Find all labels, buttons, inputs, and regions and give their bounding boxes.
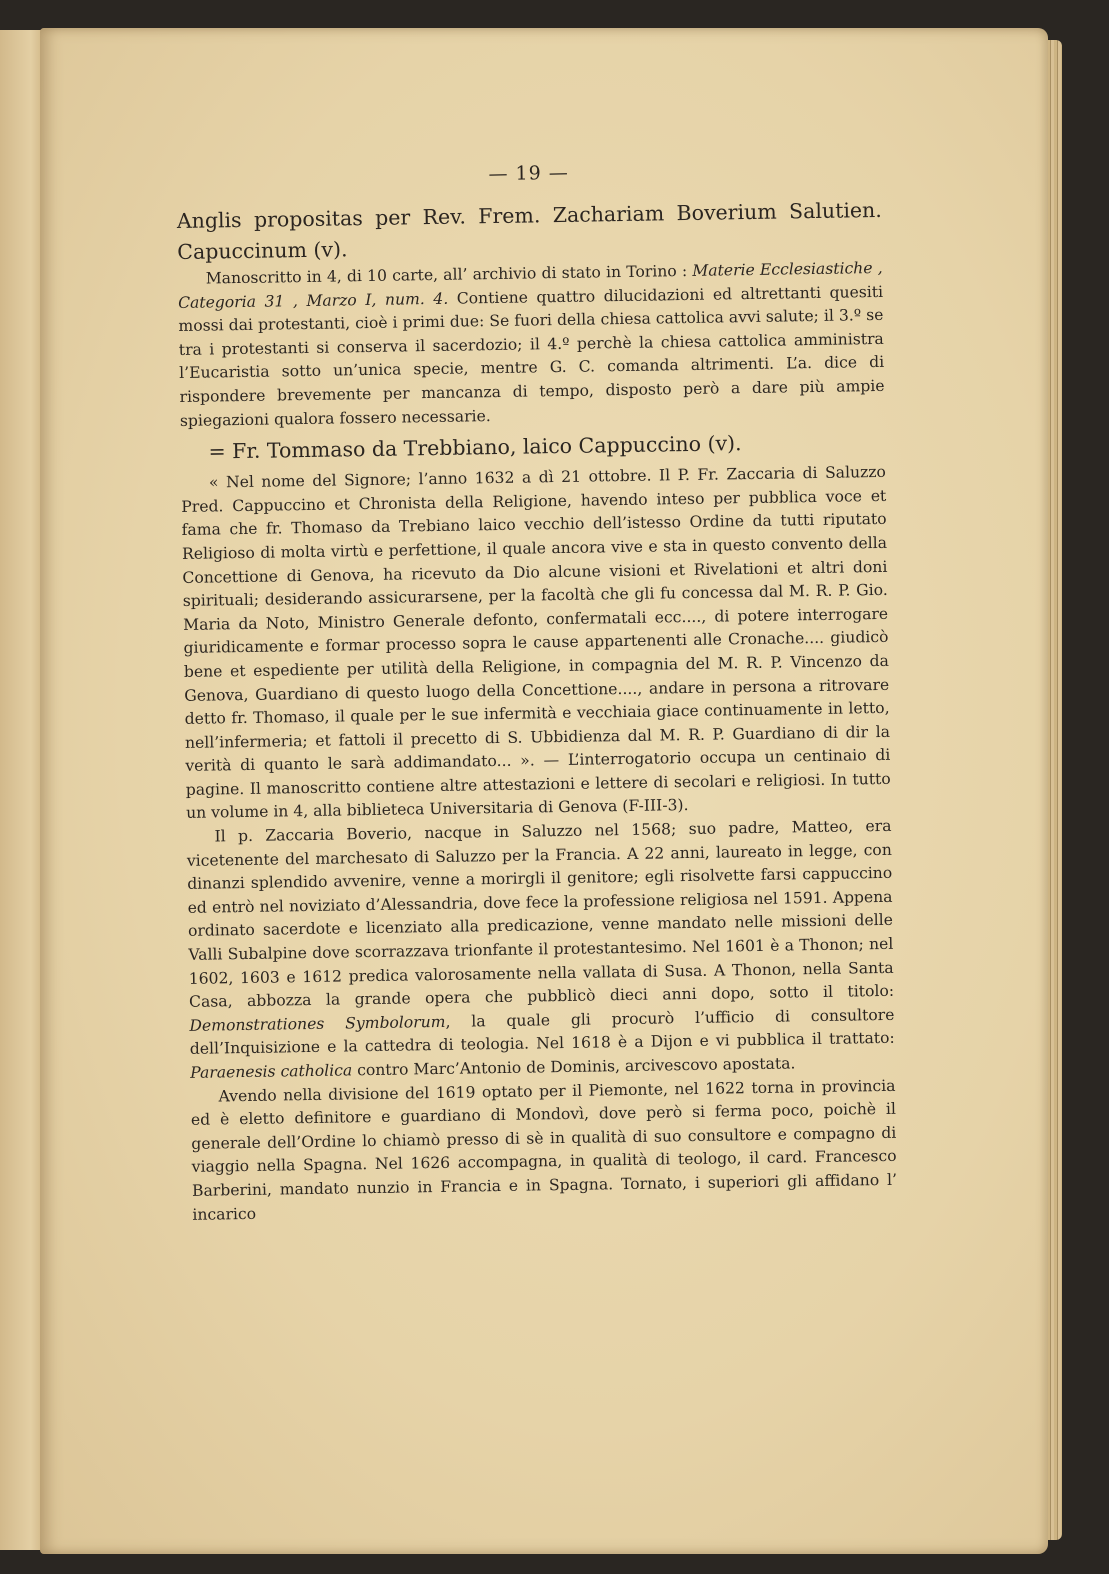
paragraph-biography-2: Avendo nella divisione del 1619 optato per il Piemonte, nel 1622 torna in provincia ed è eletto definitore e guardiano di Mondovì, dove però si ferma poco, poichè il generale dell’Ordine lo chiamò presso di sè in qualità di suo consultore e compagno di viaggio nella Spagna. Nel 1626 accompagna, in qualità di teologo, il card. Francesco Barberini, mandato nunzio in Francia e in Spagna. Tornato, i superiori gli affidano l’ incarico — [190, 1076, 898, 1224]
para3-text-a: Il p. Zaccaria Boverio, nacque in Saluzzo nel 1568; suo padre, Matteo, era vicetenente del marchesato di Saluzzo per la Francia. A 22 anni, laureato in legge, con dinanzi splendido avvenire, venne a morirgli il genitore; egli risolvette farsi cappuccino ed entrò nel noviziato d’Alessandria, dove fece la professione religiosa nel 1591. Appena ordinato sacerdote e licenziato alla predicazione, venne mandato nelle missioni delle Valli Subalpine dove scorrazzava trionfante il protestantesimo. Nel 1601 è a Thonon; nel 1602, 1603 e 1612 predica valorosamente nella vallata di Susa. A Thonon, nella Santa Casa, abbozza la grande opera che pubblicò dieci anni dopo, sotto il titolo: — [186, 816, 895, 1012]
para3-italic-2: Paraenesis catholica — [190, 1061, 353, 1082]
paragraph-biography-1 — [186, 815, 895, 1086]
para3-text-b: , la quale gli procurò l’ufficio di consultore dell’Inquisizione e la cattedra di teologia. Nel 1618 è a Dijon e vi pubblica il trattato: — [189, 1005, 895, 1059]
entry-heading-tommaso: = Fr. Tommaso da Trebbiano, laico Cappuccino (v). — [208, 431, 742, 464]
para1-text-a: Manoscritto in 4, di 10 carte, all’ archivio di stato in Torino : — [205, 261, 693, 288]
paragraph-manuscript-1 — [178, 257, 886, 433]
book-page — [40, 28, 1048, 1554]
para3-italic-1: Demonstrationes Symbolorum — [189, 1012, 446, 1035]
para3-text-c: contro Marc’Antonio de Dominis, arcivescovo apostata. — [352, 1054, 796, 1080]
para1-italic-1: Materie Ecclesiastiche , Categoria 31 , Marzo I, num. 4. — [177, 258, 883, 312]
page-number: — 19 — — [488, 161, 569, 186]
paragraph-quotation: « Nel nome del Signore; l’anno 1632 a dì 21 ottobre. Il P. Fr. Zaccaria di Saluzzo Pred. Cappuccino et Chronista della Religione, havendo inteso per pubblica voce et fama che fr. Thomaso da Trebiano laico vecchio dell’istesso Ordine da tutti riputato Religioso di molta virtù e perfettione, il quale ancora vive e sta in questo convento della Concettione di Genova, ha ricevuto da Dio alcune visioni et Rivelationi et altri doni spirituali; desiderando assicurarsene, per la facoltà che gli fu concessa dal M. R. P. Gio. Maria da Noto, Ministro Generale defonto, confermatali ecc...., di potere interrogare giuridicamente e formar processo sopra le cause appartenenti alle Cronache.... giudicò bene et espediente per utilità della Religione, in compagnia del M. R. P. Vincenzo da Genova, Guardiano di questo luogo della Concettione...., andare in persona a ritrovare detto fr. Thomaso, il quale per le sue infermità e vecchiaia giace continuamente in letto, nell’infermeria; et fattoli il precetto di S. Ubbidienza dal M. R. P. Guardiano di dir la verità di quanto le sarà addimandato... ». — L’interrogatorio occupa un centinaio di pagine. Il manoscritto contiene altre attestazioni e lettere di secolari e religiosi. In tutto un volume in 4, alla biblieteca Universitaria di Genova (F-III-3). — [181, 463, 891, 823]
page-content — [176, 157, 898, 1227]
intro-line: Anglis propositas per Rev. Frem. Zachariam Boverium Salutien. Capuccinum (v). — [176, 197, 882, 264]
para1-text-b: Contiene quattro dilucidazioni ed altrettanti quesiti mossi dai protestanti, cioè i primi due: Se fuori della chiesa cattolica avvi salute; il 3.º se tra i protestanti si conserva il sacerdozio; il 4.º perchè la chiesa cattolica amministra l’Eucaristia sotto un’unica specie, mentre G. C. comanda altrimenti. L’a. dice di rispondere brevemente per mancanza di tempo, disposto però a dare più ampie spiegazioni qualora fossero necessarie. — [178, 282, 885, 430]
